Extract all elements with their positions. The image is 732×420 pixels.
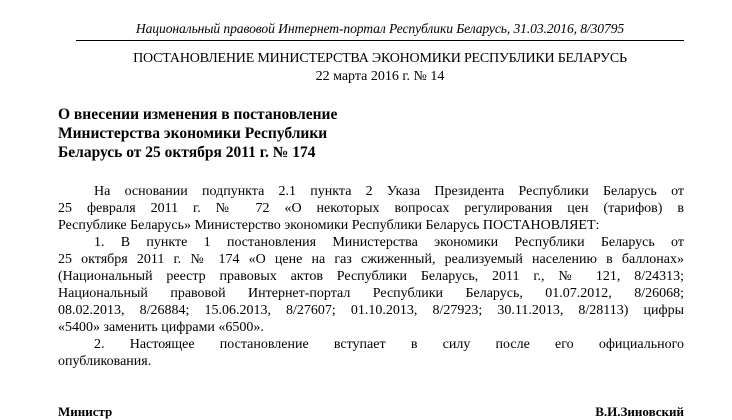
signatory-name: В.И.Зиновский (595, 404, 684, 419)
text-line: (Национальный реестр правовых актов Республики Беларусь, 2011 г., № 121, 8/24313; (58, 269, 684, 284)
document-page (58, 0, 684, 420)
document-date: 22 марта 2016 г. № 14 (315, 69, 445, 84)
text-line: «5400» заменить цифрами «6500». (58, 320, 264, 335)
text-line: Национальный правовой Интернет-портал Республики Беларусь, 01.07.2012, 8/26068; (58, 286, 684, 301)
preamble-paragraph (58, 183, 684, 234)
document-title (58, 105, 458, 162)
text-line: 25 октября 2011 г. № 174 «О цене на газ сжиженный, реализуемый населению в баллонах» (58, 252, 684, 267)
text-line: 08.02.2013, 8/26884; 15.06.2013, 8/27607; 01.10.2013, 8/27923; 30.11.2013, 8/28113) цифры (58, 303, 684, 318)
signatory-position: Министр (58, 404, 113, 419)
text-line: 25 февраля 2011 г. № 72 «О некоторых вопросах регулирования цен (тарифов) в (58, 201, 684, 216)
title-line: О внесении изменения в постановление (58, 106, 338, 123)
header-rule (76, 40, 684, 41)
item-1-paragraph (58, 234, 684, 336)
document-body (58, 183, 684, 370)
text-line: 1. В пункте 1 постановления Министерства экономики Республики Беларусь от (94, 235, 684, 250)
text-line: 2. Настоящее постановление вступает в силу после его официального (94, 337, 684, 352)
title-line: Беларусь от 25 октября 2011 г. № 174 (58, 144, 316, 161)
title-line: Министерства экономики Республики (58, 125, 328, 142)
text-line: На основании подпункта 2.1 пункта 2 Указа Президента Республики Беларусь от (94, 184, 684, 199)
item-2-paragraph (58, 336, 684, 370)
text-line: опубликования. (58, 354, 152, 369)
portal-header: Национальный правовой Интернет-портал Республики Беларусь, 31.03.2016, 8/30795 (135, 21, 625, 36)
document-type: ПОСТАНОВЛЕНИЕ МИНИСТЕРСТВА ЭКОНОМИКИ РЕСПУБЛИКИ БЕЛАРУСЬ (133, 51, 627, 66)
text-line: Республике Беларусь» Министерство экономики Республики Беларусь ПОСТАНОВЛЯЕТ: (58, 218, 600, 233)
